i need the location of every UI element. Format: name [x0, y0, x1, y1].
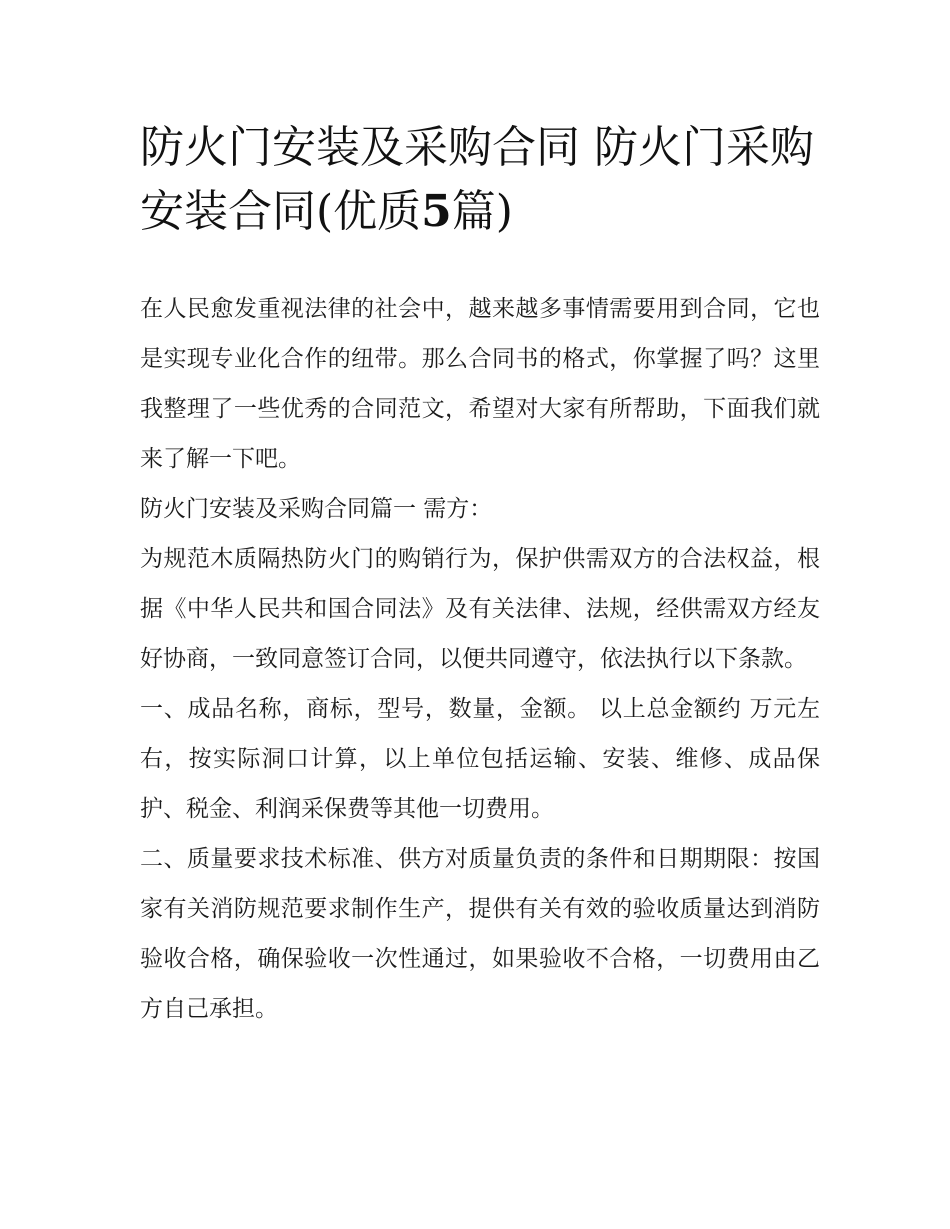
clause-paragraph: 二、质量要求技术标准、供方对质量负责的条件和日期期限：按国家有关消防规范要求制作生产，提供有关有效的验收质量达到消防验收合格，确保验收一次性通过，如果验收不合格，一切费用由乙方自己承担。: [140, 846, 820, 1022]
body-paragraph: 为规范木质隔热防火门的购销行为，保护供需双方的合法权益，根据《中华人民共和国合同法》及有关法律、法规，经供需双方经友好协商，一致同意签订合同，以便共同遵守，依法执行以下条款。: [140, 546, 820, 672]
document-title: 防火门安装及采购合同 防火门采购安装合同(优质5篇): [140, 122, 814, 237]
section-heading: 防火门安装及采购合同篇一 需方：: [140, 496, 493, 522]
intro-paragraph: 在人民愈发重视法律的社会中，越来越多事情需要用到合同，它也是实现专业化合作的纽带。那么合同书的格式，你掌握了吗？这里我整理了一些优秀的合同范文，希望对大家有所帮助，下面我们就来了解一下吧。: [140, 296, 820, 472]
document-body: [140, 284, 820, 1034]
clause-paragraph: 一、成品名称，商标，型号，数量，金额。 以上总金额约 万元左右，按实际洞口计算，以上单位包括运输、安装、维修、成品保护、税金、利润采保费等其他一切费用。: [140, 696, 820, 822]
title-number: 5: [421, 186, 452, 237]
